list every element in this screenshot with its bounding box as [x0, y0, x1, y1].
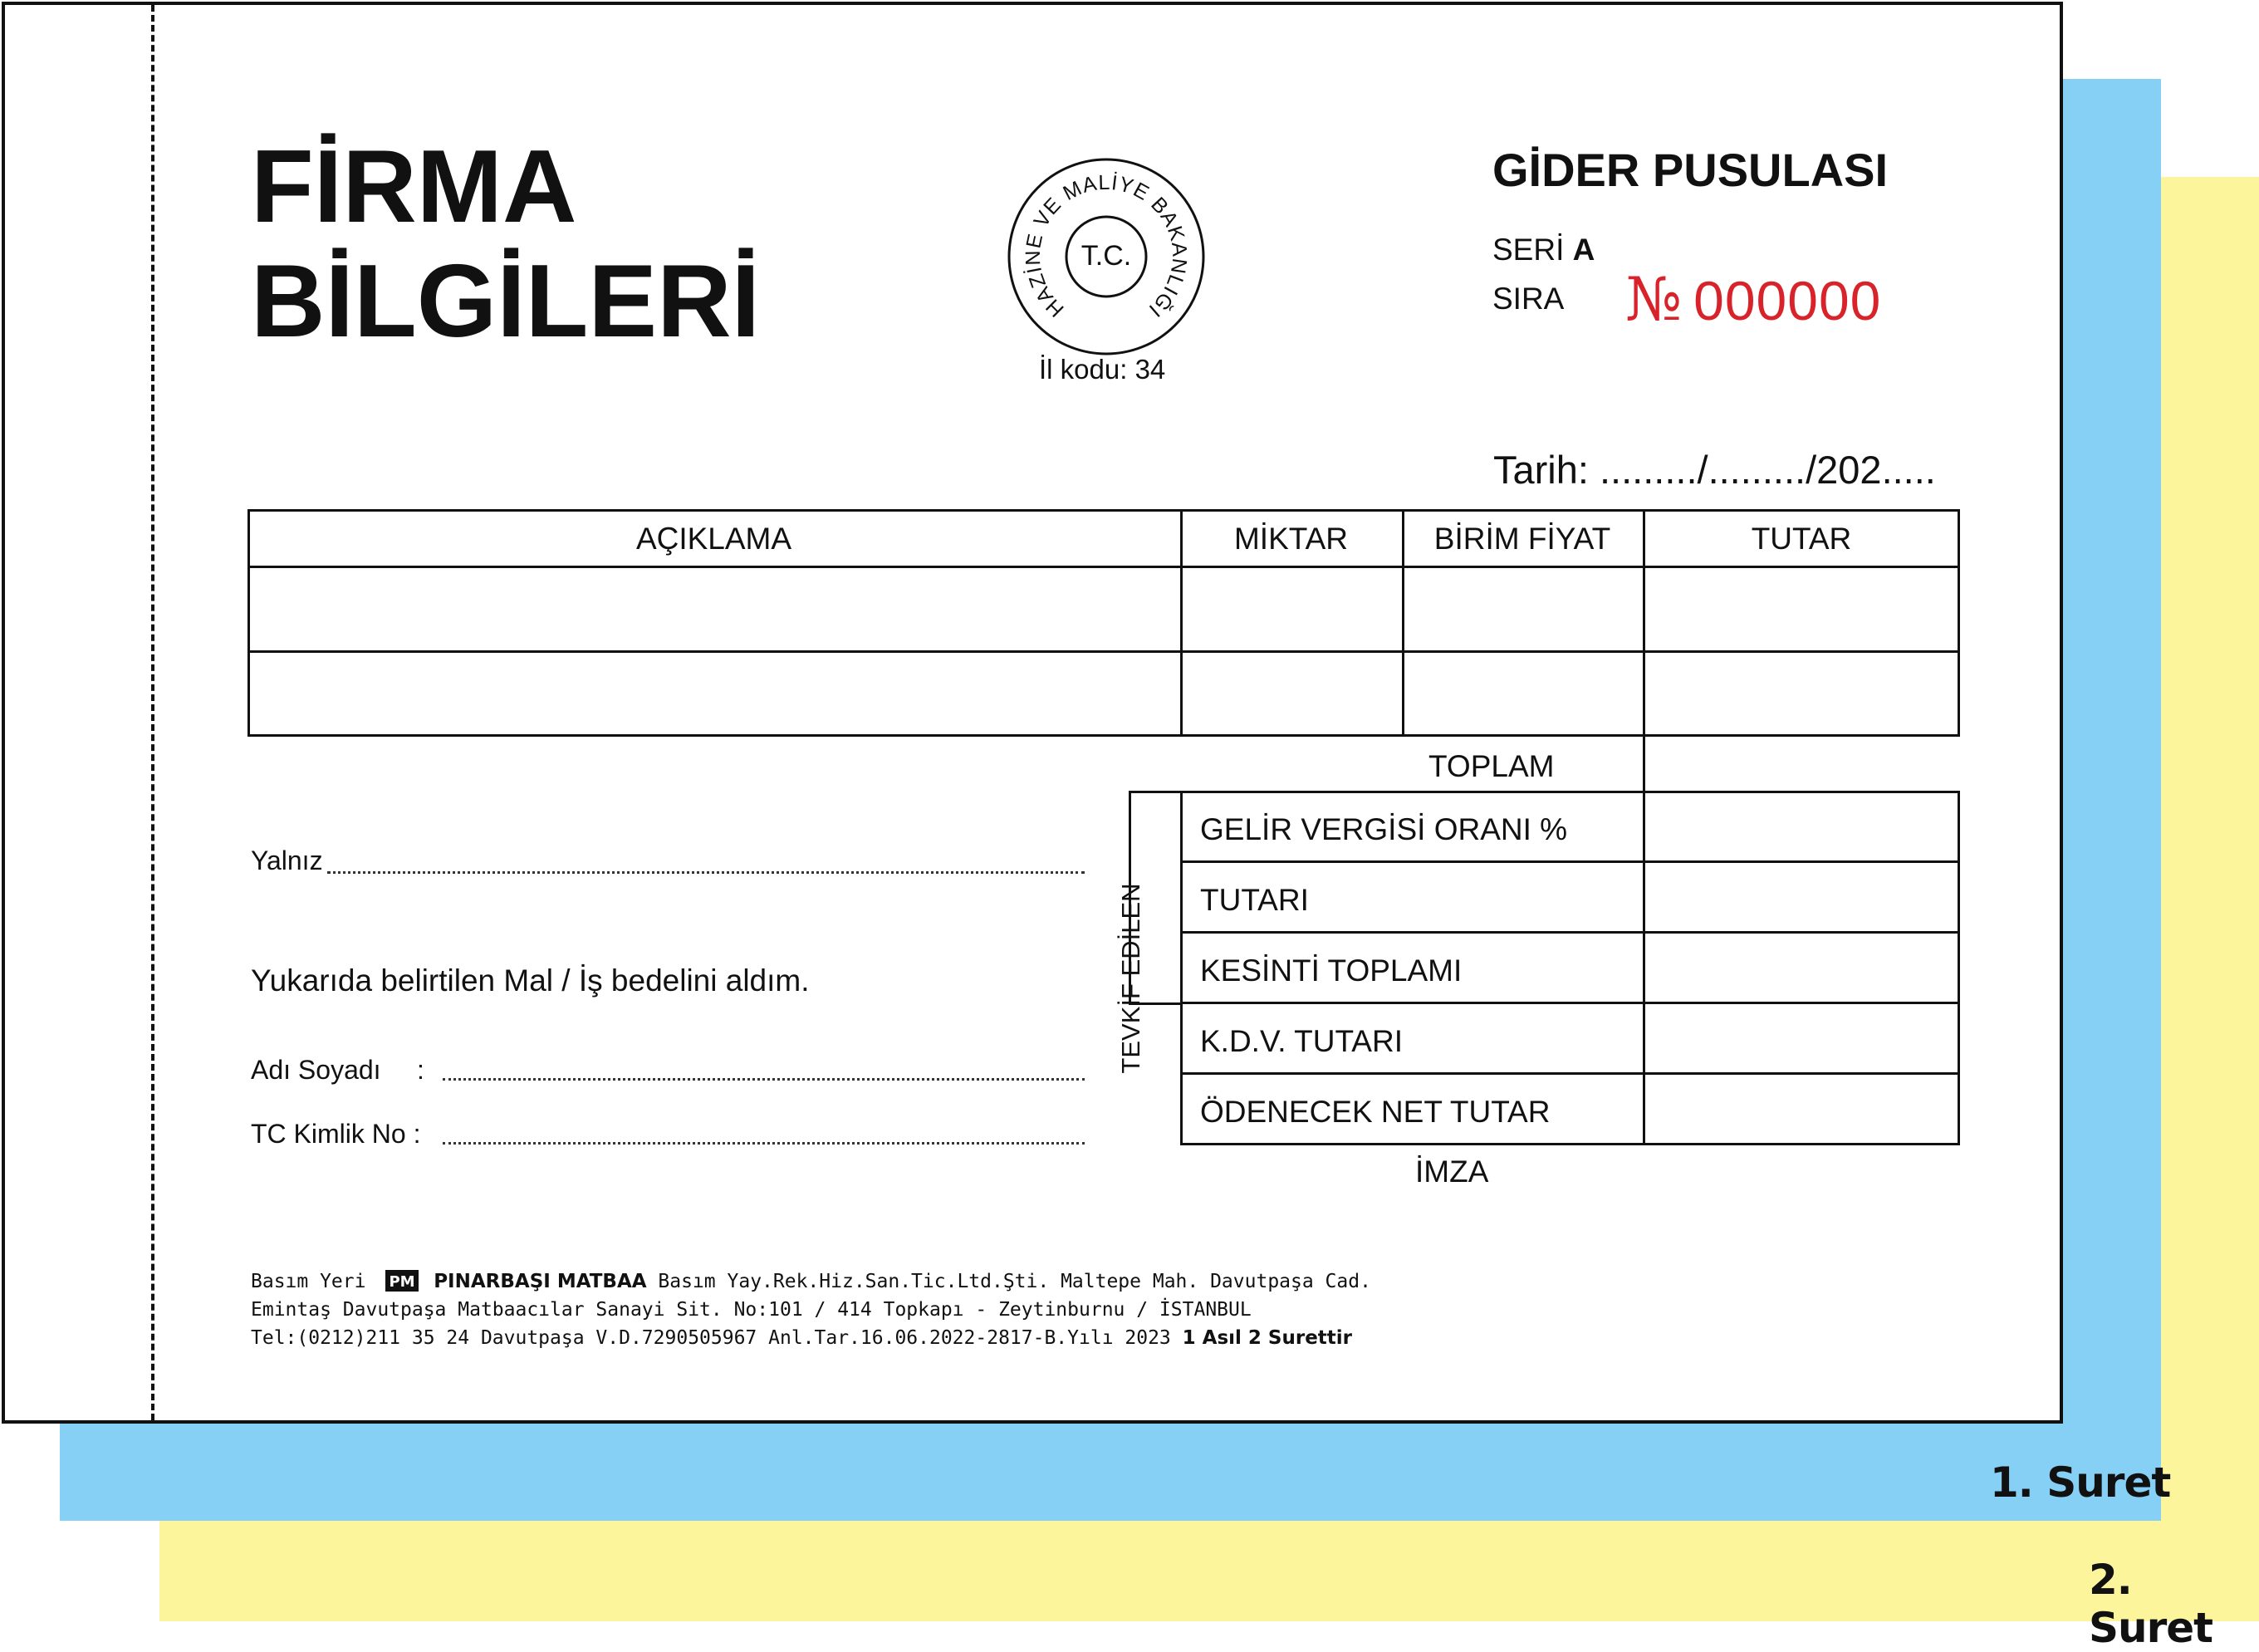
basim-yeri-label: Basım Yeri [251, 1271, 366, 1292]
second-copy-label: 2. Suret [2089, 1556, 2213, 1652]
company-info-placeholder [251, 130, 760, 359]
row-1-miktar-cell[interactable] [1183, 568, 1400, 650]
document-title: GİDER PUSULASI [1492, 144, 1889, 196]
series-value: A [1572, 233, 1595, 267]
company-line-1: FİRMA [251, 130, 577, 244]
tutari-label: TUTARI [1200, 883, 1309, 917]
series-label: SERİ [1492, 233, 1565, 267]
row-2-tutar-cell[interactable] [1645, 653, 1958, 735]
yalniz-label: Yalnız [251, 846, 323, 875]
header-miktar: MİKTAR [1233, 522, 1349, 556]
signature-label: İMZA [1415, 1154, 1489, 1189]
tutari-value-cell[interactable] [1645, 863, 1958, 929]
row-2-birim-fiyat-cell[interactable] [1404, 653, 1641, 735]
header-aciklama: AÇIKLAMA [635, 522, 792, 556]
row-1-tutar-cell[interactable] [1645, 568, 1958, 650]
svg-text:PM: PM [389, 1272, 415, 1291]
date-field[interactable]: Tarih: ........./........./202..... [1493, 448, 1936, 492]
printer-name: PINARBAŞI MATBAA [434, 1271, 647, 1292]
tc-colon: : [413, 1119, 421, 1149]
sequence-label: SIRA [1492, 282, 1565, 316]
tc-label: TC Kimlik No [251, 1119, 406, 1149]
copy-count-note: 1 Asıl 2 Surettir [1182, 1327, 1353, 1349]
perforation-line [151, 5, 154, 1420]
yalniz-dotted-field[interactable] [327, 871, 1085, 874]
name-colon: : [417, 1055, 424, 1085]
province-code: İl kodu: 34 [1039, 354, 1166, 385]
ministry-seal-icon [1007, 157, 1206, 356]
imprint-line-3 [251, 1324, 1371, 1352]
gelir-vergisi-label: GELİR VERGİSİ ORANI % [1200, 812, 1568, 846]
printer-logo-icon [385, 1270, 419, 1292]
name-label: Adı Soyadı [251, 1055, 381, 1085]
kesinti-toplami-value-cell[interactable] [1645, 934, 1958, 1000]
toplam-label: TOPLAM [1428, 749, 1555, 783]
gelir-vergisi-value-cell[interactable] [1645, 793, 1958, 860]
header-tutar: TUTAR [1751, 522, 1852, 556]
odenecek-net-tutar-value-cell[interactable] [1645, 1075, 1958, 1143]
row-2-aciklama-cell[interactable] [250, 653, 1179, 735]
company-line-2: BİLGİLERİ [251, 244, 761, 359]
tevkif-group-label: TEVKİF EDİLEN [1116, 883, 1145, 1074]
seal-center-text: T.C. [1080, 240, 1132, 272]
seal-outer-text: HAZİNE VE MALİYE BAKANLIĞI [1021, 170, 1192, 322]
original-form-sheet [2, 2, 2063, 1424]
imprint-line-1-rest: Basım Yay.Rek.Hiz.San.Tic.Ltd.Şti. Maltepe Mah. Davutpaşa Cad. [658, 1271, 1371, 1292]
kesinti-toplami-label: KESİNTİ TOPLAMI [1200, 953, 1463, 988]
name-dotted-field[interactable] [443, 1078, 1085, 1081]
toplam-value-cell[interactable] [1645, 738, 1958, 791]
first-copy-label: 1. Suret [1990, 1458, 2171, 1507]
kdv-tutari-label: K.D.V. TUTARI [1200, 1024, 1403, 1058]
imprint-line-1 [251, 1267, 1371, 1296]
tc-dotted-field[interactable] [443, 1142, 1085, 1145]
row-2-miktar-cell[interactable] [1183, 653, 1400, 735]
printer-imprint [251, 1267, 1371, 1352]
tc-label-row [251, 1119, 420, 1150]
header-birim-fiyat: BİRİM FİYAT [1433, 522, 1611, 556]
imprint-line-3-text: Tel:(0212)211 35 24 Davutpaşa V.D.7290505967 Anl.Tar.16.06.2022-2817-B.Yılı 2023 [251, 1327, 1171, 1349]
series-row [1492, 233, 1595, 267]
sequence-number [1625, 264, 1881, 334]
sequence-number-value: 000000 [1693, 270, 1882, 331]
row-1-aciklama-cell[interactable] [250, 568, 1179, 650]
odenecek-net-tutar-label: ÖDENECEK NET TUTAR [1200, 1095, 1551, 1129]
numero-sign: № [1625, 264, 1683, 334]
imprint-line-2: Emintaş Davutpaşa Matbaacılar Sanayi Sit. No:101 / 414 Topkapı - Zeytinburnu / İSTANBUL [251, 1299, 1252, 1321]
row-1-birim-fiyat-cell[interactable] [1404, 568, 1641, 650]
kdv-tutari-value-cell[interactable] [1645, 1004, 1958, 1071]
acknowledgement-text: Yukarıda belirtilen Mal / İş bedelini aldım. [251, 963, 810, 998]
